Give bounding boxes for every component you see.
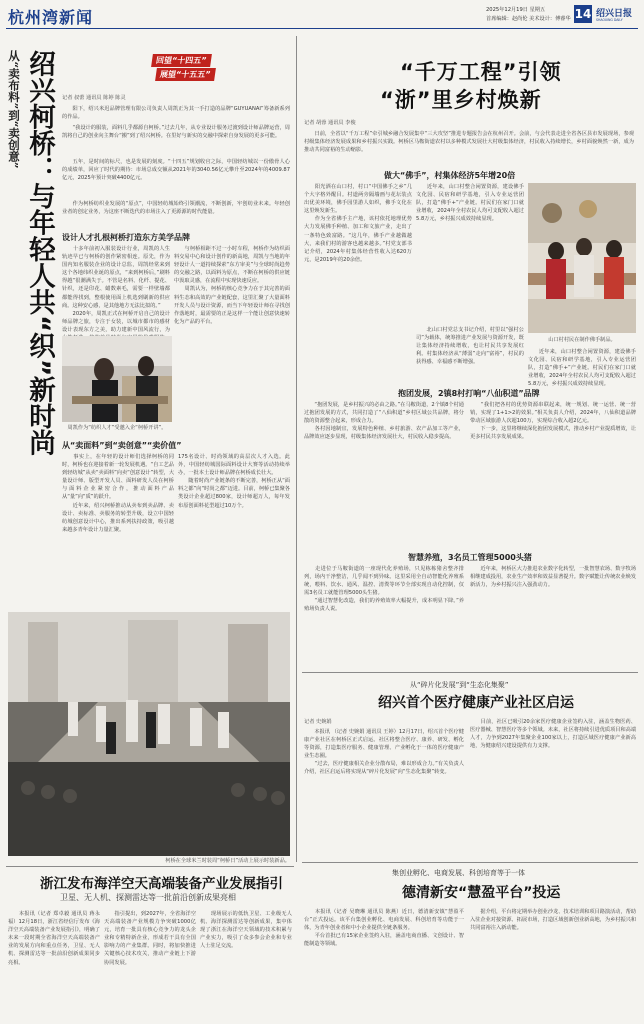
right-lead: 日前，全省以“千万工程”牵引城乡融合发展集中“三大攻坚”推进专题报告会在杭州召开。会前，与会代表走进全省各区县市发展现场，参观村级集体经济发展成果和乡村振兴实践。柯桥区马鞍街道农村以多种模式发展壮大村级集体经济，村民收入持续增长，乡村面貌焕然一新，成为推动共同富裕的生动缩影。 (304, 131, 634, 154)
medical-pre-headline: 从“碎片化发展”到“生态化集聚” (410, 681, 509, 689)
left-paragraph-2: “我设计的服装，面料几乎都源自柯桥。”过去几年，从专业设计服务过渡到设计师品牌运营，周凯将自己的创业向主舞台“搬”到了绍兴柯桥。在里好与新实的交融中探索自身发展的更多可能。 (62, 125, 290, 140)
vertical-subtitle: 从“卖布料”到“卖创意” (7, 50, 21, 169)
page-number: 14 (574, 7, 592, 21)
column-divider (296, 36, 297, 862)
right-divider-1 (302, 672, 638, 673)
paper-pinyin: SHAOXING DAILY (596, 18, 623, 22)
left-col2-section1: 与柯桥相距不过一小时车程，柯桥作为纺织面料交易中心和设计创作的新高地，周凯与当地的年轻设计人一道持续探索“东方审美”与全球时尚趋势的交融之路，以面料为原点，不断在柯桥的供应链中汲取灵感，在流程中实现快速反应。 周凯认为，柯桥的核心竞争力在于其完善的面料生态和高效的产业链配套，这里汇聚了大量面料开发人员与设计资源，而当下年轻设计师在寻找创作落地时，最需要的正是这样一个能让创意快速转化为产品的平台。 (174, 246, 290, 325)
marine-headline: 浙江发布海洋空天高端装备产业发展指引 (40, 876, 283, 892)
header-divider (6, 28, 638, 29)
badge-look-back: 回望“十四五” (151, 54, 211, 67)
paper-logo: 绍兴日报 (596, 9, 633, 19)
deqing-pre-headline: 集创业孵化、电商发展、科创培育等于一体 (392, 869, 525, 877)
marine-subheadline: 卫星、无人机、探测雷达等一批前沿创新成果亮相 (60, 893, 236, 902)
left-col2-section2: 175名设计、时尚领域的高层次人才入选。此外，中国轻纺城国际面料设计大赛等活动持续举办，一批本土设计师品牌在柯桥成长壮大。 随着时尚产业链条的不断完善，柯桥正从“面料之都”向“时尚之都”迈进。目前，柯桥已集聚各类设计企业超过800家，设计师超万人，每年发布原创面料花型超过10万个。 (178, 454, 290, 509)
right-subhead-b: 抱团发展，2镇8村打响“八仙积道”品牌 (398, 389, 540, 398)
header-editors: 首席编辑：赵尚伦 美术设计：傅睿华 (486, 16, 571, 22)
medical-col-2: 目前，社区已吸引20余家医疗健康企业签约入驻，涵盖生物医药、医疗器械、智慧医疗等多个领域。未来，社区将持续引进优质项目和高端人才，力争到2027年集聚企业100家以上，打造区域医疗健康产业新高地，为健康绍兴建设提供有力支撑。 (470, 719, 637, 750)
right-subhead-c: 智慧养殖，3名员工管理5000头猪 (408, 553, 532, 562)
header-date: 2025年12月19日 星期五 (486, 7, 546, 13)
marine-col-2: 指引提出，到2027年，全省海洋空天高端装备产业规模力争突破1000亿元，培育一批具有核心竞争力的龙头企业和专精特新企业，形成若干具有全国影响力的产业集群。同时，将加快推进关键核心技术攻关，推动产业链上下游协同发展。 (104, 911, 196, 966)
right-subhead-a: 做大“佛手”，村集体经济5年增20倍 (384, 171, 516, 180)
right-col-a4: 近年来，山口村整合闲置资源，建设佛手文化园、民宿和研学基地，引入专业运营团队，打造“佛手+”产业链。村民们在家门口就业增收，2024年全村农民人均可支配收入超过5.8万元，乡村振兴成效持续显现。 (528, 349, 636, 388)
bottom-left-divider (6, 866, 294, 867)
right-divider-2 (302, 862, 638, 863)
right-col-a3: 北山口村党总支书记介绍，村里以“强村公司”为载体，统筹推进产业发展与资源开发，既让集体经济持续增收，也让村民共享发展红利。村集体经济从“薄弱”走向“富裕”，村民的获得感、幸福感不断增强。 (416, 327, 524, 366)
village-photo (528, 183, 636, 333)
right-col-c1: 走进位于马鞍街道的一座现代化养殖场，只见栋栋猪舍整齐排列，场内干净整洁，几乎闻不到异味。这里采用全自动智能化养殖系统，喂料、饮水、通风、温控、清粪等环节全部实现自动化控制，仅需3名员工就能管理5000头生猪。 “通过智慧化改造，我们的养殖效率大幅提升，成本明显下降。”养殖场负责人说。 (304, 566, 464, 613)
right-col-b1: “抱团发展，是乡村振兴的必由之路。”在马鞍街道，2个镇8个村通过抱团发展的方式，共同打造了“八仙积道”乡村区域公共品牌，将分散的资源整合起来，形成合力。 各村因地制宜，发展特色种植、乡村旅游、农产品加工等产业，品牌效应逐步显现，村级集体经济发展壮大，村民收入稳步提高。 (304, 402, 464, 441)
medical-col-1: 本报讯 （记者 史婉娟 通讯员 王婷）12月17日，绍兴首个医疗健康产业社区在柯桥区正式启运。社区将整合医疗、康养、研发、孵化等资源，打造集医疗服务、健康管理、产业孵化于一体的医疗健康产业生态圈。 “过去，医疗健康相关企业分散布局，难以形成合力。”有关负责人介绍，社区启运后将实现从“碎片化发展”向“生态化集聚”转变。 (304, 729, 464, 776)
vertical-headline: 绍兴柯桥：与年轻人共“织”新时尚 (24, 50, 55, 456)
left-paragraph-3: 五年，是时间的标尺，也是发展的刻度。“十四五”规划收官之际，中国轻纺城以一份傲骨人心的成绩单，回应了时代的期待：市场总成交额从2021年的3040.56亿元攀升至2024年的4009.87亿元，2025年预计突破4400亿元。 (62, 159, 290, 182)
right-main-headline-1: “千万工程”引领 (400, 60, 562, 84)
village-photo-caption: 山口村村民在制作佛手制品。 (548, 337, 616, 343)
left-byline: 记者 叔蕾 通讯员 陈婷 陈灵 (62, 95, 126, 101)
right-col-a1: 阳光洒在山口村，村口“中国佛手之乡”几个大字格外醒目。村道两旁隔墙画与花坛装点出优美环境，佛手园里游人如织，佛手文化在这里焕发新生。 作为全省佛手主产地，该村依托地理优势大力发展佛手种植、加工和文旅产业，走出了一条特色致富路。“这几年，佛手产业越做越大，来我们村的游客也越来越多。”村党支部书记介绍，2024年村集体经营性收入达620万元，是2019年的20余倍。 (304, 184, 412, 263)
left-paragraph-1: 阳下，绍兴米迟品牌管理有限公司负责人周凯正为其一手打造的品牌“GUYUANAI”筹备新系列的作品。 (62, 106, 290, 121)
village-photo-image (528, 183, 636, 333)
designer-photo (62, 336, 172, 422)
left-subhead-1: 设计人才扎根柯桥打造东方美学品牌 (62, 233, 190, 242)
fashion-show-image (8, 612, 290, 856)
left-subhead-2: 从“卖面料”到“卖创意”“卖价值” (62, 441, 182, 450)
left-paragraph-4: 作为柯桥纺织业发展的“原点”，中国轻纺城始终引领潮流，不断创新，牢创纺业未来。年轻创业者的创定业务，为这座不断迭代的市场注入了更源源的时代能量。 (62, 201, 290, 216)
badge-look-ahead: 展望“十五五” (155, 68, 215, 81)
right-col-b2: “我们把各村的优势资源串联起来，统一规划、统一运营、统一营销，实现了1+1>2的效果。”相关负责人介绍，2024年，八仙积道品牌带动区域旅游人次超100万，实现综合收入超2亿元。 下一步，这里将继续深化抱团发展模式，推动乡村产业提质增效，让更多村民共享发展成果。 (470, 402, 637, 441)
designer-photo-caption: 周凯作为“纺织人才”受邀入企“柯桥开讲”。 (67, 425, 167, 431)
marine-col-3: 现场展示的低轨卫星、工业级无人机、海洋探测雷达等创新成果，集中体现了浙江在海洋空天领域的技术积累与产业实力，吸引了众多参会企业和专业人士驻足交流。 (200, 911, 292, 950)
deqing-col-1: 本报讯（记者 吴晓琳 通讯员 陈燕）近日，德清新安镇“慧盈平台”正式投运。该平台集创业孵化、电商发展、科创培育等功能于一体，为青年创业者和中小企业提供全链条服务。 平台首批已有15家企业签约入驻，涵盖电商直播、文创设计、智能制造等领域。 (304, 909, 464, 948)
left-col1-section2: 事实上，在年轻的设计师们选择柯桥的同时，柯桥也在迎接着新一轮发展机遇。“自工艺品到轻纺城”从卖“卖面料”向卖“创意设计”转型，大量设计师、版型开发人员、面料研发人员在柯桥与面料企业紧密合作，推动面料产品从“量”向“质”的跃升。 近年来，绍兴柯桥推动从卖布到卖品牌、卖设计、卖标准、卖服务的转型升级，设立中国轻纺城创意设计中心，推出系列扶持政策，吸引越来越多青年设计力量汇聚。 (62, 454, 175, 533)
medical-headline: 绍兴首个医疗健康产业社区启运 (378, 695, 574, 711)
right-col-c2: 近年来，柯桥区大力推进农业数字化转型，一批智慧农场、数字牧场相继建成投用，农业生产效率和效益显著提升。数字赋能让传统农业焕发新活力，为乡村振兴注入强劲动力。 (470, 566, 637, 589)
medical-byline: 记者 史婉娟 (304, 719, 332, 725)
fashion-show-photo (8, 612, 290, 856)
right-main-headline-2: “浙”里乡村焕新 (380, 88, 542, 112)
deqing-col-2: 据介绍，平台将定期举办创业沙龙、技术培训和项目路演活动，帮助入驻企业对接资源、拓展市场，打造区域创新创业新高地，为乡村振兴和共同富裕注入新动能。 (470, 909, 637, 932)
marine-col-1: 本报讯（记者 郑卓毅 通讯员 蒋永福）12月18日，浙江省经信厅发布《海洋空天高端装备产业发展指引》，明确了未来一段时期全省海洋空天高端装备产业的发展方向和重点任务，卫星、无人机、探测雷达等一批前沿创新成果同步亮相。 (8, 911, 100, 966)
fashion-show-caption: 柯桥在全球米兰时装周“柯桥日”活动上展示时装新品。 (165, 858, 290, 864)
designer-photo-image (62, 336, 172, 422)
page-header (0, 0, 644, 32)
right-col-a2: 近年来，山口村整合闲置资源，建设佛手文化园、民宿和研学基地，引入专业运营团队，打造“佛手+”产业链。村民们在家门口就业增收，2024年全村农民人均可支配收入超过5.8万元，乡村振兴成效持续显现。 (416, 184, 524, 223)
deqing-headline: 德清新安“慧盈平台”投运 (402, 885, 561, 901)
right-byline: 记者 胡蓉 通讯员 李俊 (304, 120, 356, 126)
left-col1-section1: 十多年前初入服装设计行业，周凯的人生轨迹早已与柯桥的创作紧密相连。原先，作为国内知名服装企业的设计总监，周凯经常来到这个各地纬织业诞的原点，“来到柯桥后，”刷料得越“很潮满失于。不管是名料、化纤、提花、针织，还是印花、蜡数素毛，需要一样壁墙都都能得找到，整根使用面上机选到刷新的供应商。这种安心感，是其他地方无法比拟的。” 2020年，周凯正式在柯桥开启自己的设计师品牌之旅，专注于女装，以城市都市的感材设计表现东方之美，助力建新中国风流行，为 (62, 246, 170, 333)
section-title: 杭州湾新闻 (8, 8, 94, 27)
